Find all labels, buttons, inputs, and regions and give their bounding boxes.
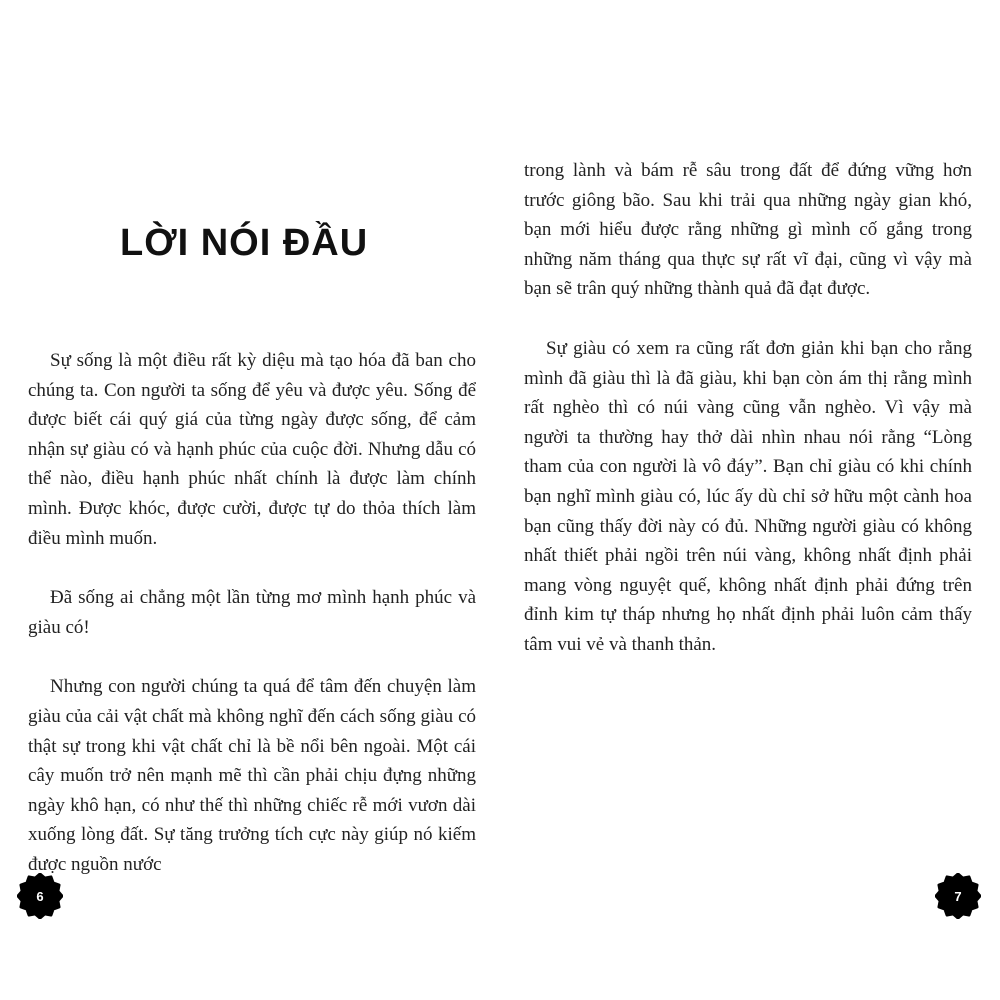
paragraph: Đã sống ai chẳng một lần từng mơ mình hạnh phúc và giàu có!: [28, 587, 476, 638]
paragraph: Nhưng con người chúng ta quá để tâm đến chuyện làm giàu của cải vật chất mà không nghĩ đến cách sống giàu có thật sự trong khi vật chất chỉ là bề nổi bên ngoài. Một cái cây muốn trở nên mạnh mẽ thì cần phải chịu đựng những ngày khô hạn, có như thế thì những chiếc rễ mới vươn dài xuống lòng đất. Sự tăng trưởng tích cực này giúp nó kiếm được nguồn nước: [28, 676, 476, 875]
paragraph: Sự sống là một điều rất kỳ diệu mà tạo hóa đã ban cho chúng ta. Con người ta sống để yêu và được yêu. Sống để được biết cái quý giá của từng ngày được sống, để cảm nhận sự giàu có và hạnh phúc của cuộc đời. Nhưng dẫu có thể nào, điều hạnh phúc nhất chính là được làm chính mình. Được khóc, được cười, được tự do thỏa thích làm điều mình muốn.: [28, 350, 476, 549]
page-number-badge-left: [17, 873, 63, 919]
paragraph: Sự giàu có xem ra cũng rất đơn giản khi bạn cho rằng mình đã giàu thì là đã giàu, khi bạn còn ám thị rằng mình rất nghèo thì có núi vàng cũng vẫn nghèo. Vì vậy mà người ta thường hay thở dài nhìn nhau nói rằng “Lòng tham của con người là vô đáy”. Bạn chỉ giàu có khi chính bạn nghĩ mình giàu có, lúc ấy dù chỉ sở hữu một cành hoa bạn cũng thấy đời này có đủ. Những người giàu có không nhất thiết phải ngồi trên núi vàng, không nhất định phải mang vòng nguyệt quế, không nhất định phải đứng trên đỉnh kim tự tháp nhưng họ nhất định phải luôn cảm thấy tâm vui vẻ và thanh thản.: [524, 337, 972, 655]
page-number-right: 7: [954, 888, 962, 904]
right-page-text: [524, 156, 972, 690]
left-page-text: [28, 346, 476, 910]
page-title: LỜI NÓI ĐẦU: [120, 222, 369, 264]
page-number-left: 6: [36, 888, 44, 904]
paragraph-continued: trong lành và bám rễ sâu trong đất để đứng vững hơn trước giông bão. Sau khi trải qua những ngày gian khó, bạn mới hiểu được rằng những gì mình cố gắng trong những năm tháng qua thực sự rất vĩ đại, cũng vì vậy mà bạn sẽ trân quý những thành quả đã đạt được.: [524, 160, 972, 300]
page-number-badge-right: [935, 873, 981, 919]
